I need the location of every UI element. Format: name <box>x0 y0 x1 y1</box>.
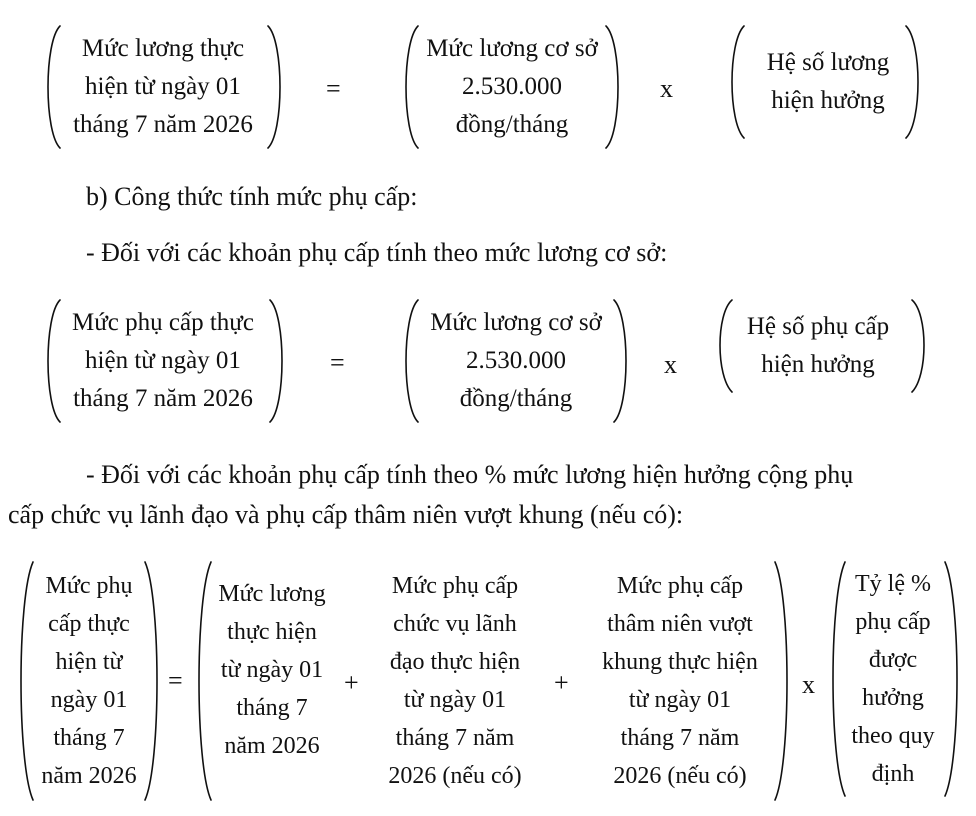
equals-sign: = <box>168 666 183 695</box>
formula-3-rate-line-3: được <box>868 647 918 673</box>
formula-3-left-line-6: năm 2026 <box>41 763 137 789</box>
formula-3-term1-line-2: thực hiện <box>227 619 317 645</box>
right-paren-icon <box>262 22 288 152</box>
formula-3-seniority-allowance-term <box>578 560 782 802</box>
formula-2-base-line-1: Mức lương cơ sở <box>430 309 602 336</box>
paragraph-base-salary-allowance: - Đối với các khoản phụ cấp tính theo mức lương cơ sở: <box>86 238 668 267</box>
formula-2-left-line-1: Mức phụ cấp thực <box>72 309 254 336</box>
formula-3-left-line-4: ngày 01 <box>50 687 128 713</box>
formula-3-term2-line-1: Mức phụ cấp <box>391 573 519 599</box>
formula-3-left-line-3: hiện từ <box>55 649 123 675</box>
formula-3-left-line-2: cấp thực <box>48 611 130 637</box>
formula-3-term1-line-4: tháng 7 <box>236 695 308 721</box>
formula-3-rate-line-5: theo quy <box>851 723 935 749</box>
formula-3-rate-line-4: hưởng <box>862 685 924 711</box>
right-paren-icon <box>608 296 634 426</box>
formula-3-term3-line-4: từ ngày 01 <box>628 687 732 713</box>
formula-1-base-salary-term <box>404 24 620 150</box>
formula-3-term2-line-5: tháng 7 năm <box>395 725 515 751</box>
formula-3-term1-line-5: năm 2026 <box>224 733 320 759</box>
formula-2-left-term <box>44 298 282 424</box>
right-paren-icon <box>600 22 626 152</box>
formula-3-term2-line-3: đạo thực hiện <box>389 649 521 675</box>
formula-1-coefficient-term <box>730 24 926 140</box>
equals-sign: = <box>330 348 345 377</box>
formula-1-coef-line-1: Hệ số lương <box>766 49 890 76</box>
formula-3-term1-line-1: Mức lương <box>218 581 326 607</box>
formula-3-term3-line-1: Mức phụ cấp <box>616 573 744 599</box>
formula-2-coefficient-term <box>720 298 916 394</box>
formula-2-coef-line-2: hiện hưởng <box>761 351 875 378</box>
formula-3-salary-term <box>202 572 342 768</box>
formula-3-left-line-5: tháng 7 <box>53 725 125 751</box>
formula-1-base-line-1: Mức lương cơ sở <box>426 35 598 62</box>
formula-1-left-term <box>46 24 280 150</box>
formula-3-rate-line-1: Tỷ lệ % <box>855 571 931 597</box>
right-paren-icon <box>264 296 290 426</box>
formula-1-coef-line-2: hiện hưởng <box>771 87 885 114</box>
formula-3-leadership-allowance-term <box>364 560 546 802</box>
plus-sign: + <box>554 668 569 697</box>
multiply-sign: x <box>802 670 815 699</box>
formula-3-rate-line-2: phụ cấp <box>855 609 931 635</box>
formula-1-left-line-3: tháng 7 năm 2026 <box>73 111 253 138</box>
formula-2-left-line-3: tháng 7 năm 2026 <box>73 385 253 412</box>
formula-2-base-line-3: đồng/tháng <box>459 385 573 412</box>
formula-3-left-term <box>22 560 156 802</box>
multiply-sign: x <box>664 350 677 379</box>
right-paren-icon <box>900 22 926 142</box>
multiply-sign: x <box>660 74 673 103</box>
formula-3-term2-line-4: từ ngày 01 <box>403 687 507 713</box>
formula-3-term3-line-6: 2026 (nếu có) <box>613 763 747 789</box>
formula-3-term2-line-6: 2026 (nếu có) <box>388 763 522 789</box>
paragraph-percent-allowance-line-2: cấp chức vụ lãnh đạo và phụ cấp thâm niên vượt khung (nếu có): <box>8 500 684 529</box>
right-paren-icon <box>770 558 794 804</box>
formula-2-coef-line-1: Hệ số phụ cấp <box>746 313 890 340</box>
right-paren-icon <box>140 558 164 804</box>
plus-sign: + <box>344 668 359 697</box>
formula-1-left-line-1: Mức lương thực <box>81 35 245 62</box>
equals-sign: = <box>326 74 341 103</box>
formula-1-base-line-3: đồng/tháng <box>455 111 569 138</box>
paragraph-percent-allowance-line-1: - Đối với các khoản phụ cấp tính theo % mức lương hiện hưởng cộng phụ <box>86 460 854 489</box>
formula-2-base-line-2: 2.530.000 <box>466 347 566 374</box>
section-b-heading: b) Công thức tính mức phụ cấp: <box>86 182 418 211</box>
formula-3-term3-line-3: khung thực hiện <box>602 649 758 675</box>
formula-3-term3-line-2: thâm niên vượt <box>607 611 753 637</box>
formula-1-left-line-2: hiện từ ngày 01 <box>85 73 241 100</box>
formula-3-left-line-1: Mức phụ <box>45 573 133 599</box>
formula-2-base-salary-term <box>406 298 626 424</box>
formula-3-term1-line-3: từ ngày 01 <box>220 657 324 683</box>
formula-3-rate-term <box>834 560 952 798</box>
formula-3-rate-line-6: định <box>871 761 915 787</box>
formula-1-base-line-2: 2.530.000 <box>462 73 562 100</box>
formula-2-left-line-2: hiện từ ngày 01 <box>85 347 241 374</box>
right-paren-icon <box>940 558 964 800</box>
formula-3-term3-line-5: tháng 7 năm <box>620 725 740 751</box>
right-paren-icon <box>906 296 932 396</box>
formula-3-term2-line-2: chức vụ lãnh <box>393 611 517 637</box>
